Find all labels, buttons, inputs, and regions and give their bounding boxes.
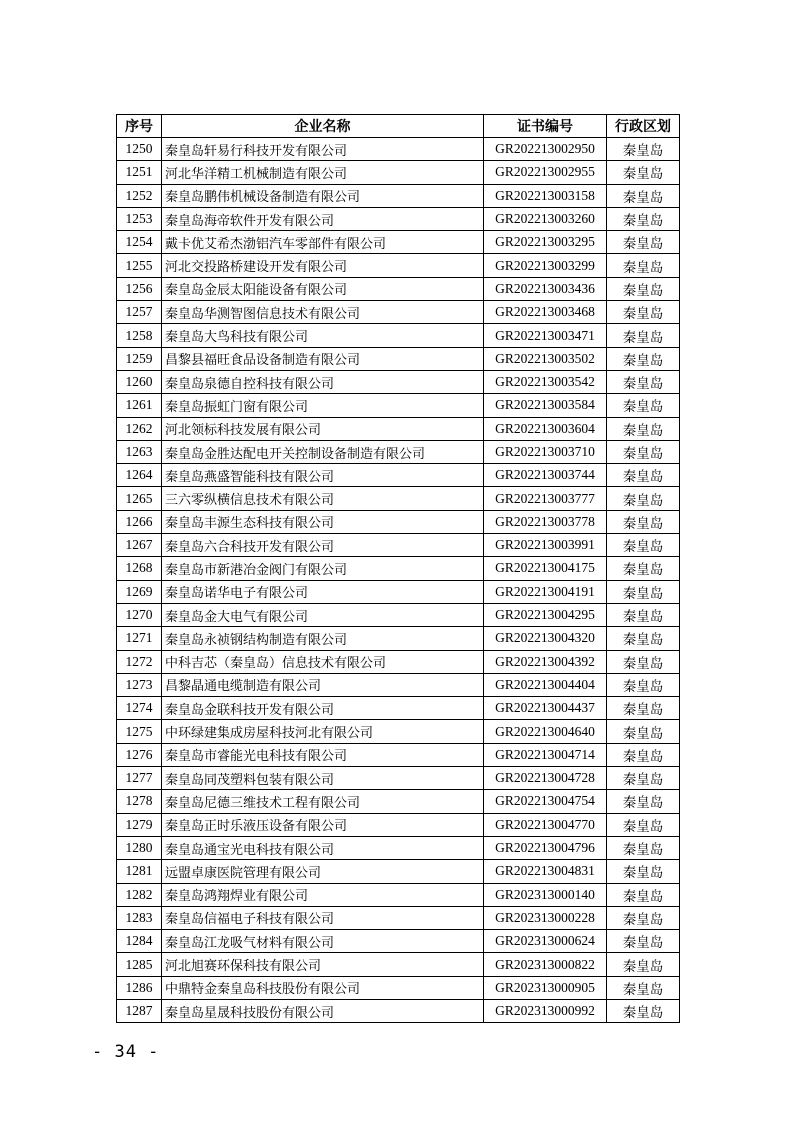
region-cell: 秦皇岛 [607, 906, 680, 929]
table-row [117, 184, 680, 207]
company-name-cell: 秦皇岛燕盛智能科技有限公司 [162, 464, 484, 487]
region-cell: 秦皇岛 [607, 370, 680, 393]
serial-number-cell: 1275 [117, 720, 162, 743]
serial-number-cell: 1263 [117, 440, 162, 463]
table-row [117, 464, 680, 487]
company-name-cell: 秦皇岛鹏伟机械设备制造有限公司 [162, 184, 484, 207]
header-certificate-number: 证书编号 [484, 115, 607, 138]
region-cell: 秦皇岛 [607, 627, 680, 650]
serial-number-cell: 1256 [117, 277, 162, 300]
region-cell: 秦皇岛 [607, 394, 680, 417]
serial-number-cell: 1271 [117, 627, 162, 650]
serial-number-cell: 1283 [117, 906, 162, 929]
serial-number-cell: 1257 [117, 301, 162, 324]
company-name-cell: 中鼎特金秦皇岛科技股份有限公司 [162, 976, 484, 999]
region-cell: 秦皇岛 [607, 440, 680, 463]
table-body [117, 138, 680, 1023]
company-name-cell: 河北旭赛环保科技有限公司 [162, 953, 484, 976]
table-row [117, 790, 680, 813]
region-cell: 秦皇岛 [607, 207, 680, 230]
certificate-number-cell: GR202213004392 [484, 650, 607, 673]
company-name-cell: 远盟卓康医院管理有限公司 [162, 860, 484, 883]
certificate-number-cell: GR202213003260 [484, 207, 607, 230]
table-row [117, 394, 680, 417]
certificate-number-cell: GR202213004714 [484, 743, 607, 766]
table-row [117, 138, 680, 161]
certificate-number-cell: GR202313000624 [484, 930, 607, 953]
certificate-number-cell: GR202313000822 [484, 953, 607, 976]
serial-number-cell: 1254 [117, 231, 162, 254]
certificate-number-cell: GR202213003468 [484, 301, 607, 324]
certificate-number-cell: GR202213004831 [484, 860, 607, 883]
serial-number-cell: 1261 [117, 394, 162, 417]
region-cell: 秦皇岛 [607, 324, 680, 347]
company-name-cell: 秦皇岛星晟科技股份有限公司 [162, 999, 484, 1022]
region-cell: 秦皇岛 [607, 650, 680, 673]
company-name-cell: 河北交投路桥建设开发有限公司 [162, 254, 484, 277]
region-cell: 秦皇岛 [607, 464, 680, 487]
company-name-cell: 三六零纵横信息技术有限公司 [162, 487, 484, 510]
region-cell: 秦皇岛 [607, 743, 680, 766]
table-row [117, 580, 680, 603]
serial-number-cell: 1268 [117, 557, 162, 580]
region-cell: 秦皇岛 [607, 417, 680, 440]
certificate-number-cell: GR202213004796 [484, 836, 607, 859]
company-name-cell: 河北领标科技发展有限公司 [162, 417, 484, 440]
serial-number-cell: 1255 [117, 254, 162, 277]
serial-number-cell: 1274 [117, 697, 162, 720]
company-name-cell: 秦皇岛泉德自控科技有限公司 [162, 370, 484, 393]
serial-number-cell: 1270 [117, 603, 162, 626]
region-cell: 秦皇岛 [607, 720, 680, 743]
region-cell: 秦皇岛 [607, 697, 680, 720]
serial-number-cell: 1272 [117, 650, 162, 673]
certificate-number-cell: GR202213004175 [484, 557, 607, 580]
table-row [117, 254, 680, 277]
company-name-cell: 秦皇岛正时乐液压设备有限公司 [162, 813, 484, 836]
region-cell: 秦皇岛 [607, 790, 680, 813]
table-row [117, 836, 680, 859]
header-serial-number: 序号 [117, 115, 162, 138]
serial-number-cell: 1267 [117, 534, 162, 557]
table-row [117, 906, 680, 929]
page-number: - 34 - [92, 1042, 160, 1062]
table-row [117, 860, 680, 883]
serial-number-cell: 1262 [117, 417, 162, 440]
serial-number-cell: 1264 [117, 464, 162, 487]
table-row [117, 999, 680, 1022]
region-cell: 秦皇岛 [607, 534, 680, 557]
table-row [117, 557, 680, 580]
serial-number-cell: 1280 [117, 836, 162, 859]
company-name-cell: 秦皇岛市睿能光电科技有限公司 [162, 743, 484, 766]
company-name-cell: 秦皇岛金大电气有限公司 [162, 603, 484, 626]
table-row [117, 953, 680, 976]
region-cell: 秦皇岛 [607, 767, 680, 790]
table-row [117, 510, 680, 533]
region-cell: 秦皇岛 [607, 953, 680, 976]
region-cell: 秦皇岛 [607, 883, 680, 906]
certificate-number-cell: GR202213004404 [484, 673, 607, 696]
company-name-cell: 中科吉芯（秦皇岛）信息技术有限公司 [162, 650, 484, 673]
company-name-cell: 秦皇岛金辰太阳能设备有限公司 [162, 277, 484, 300]
company-name-cell: 秦皇岛诺华电子有限公司 [162, 580, 484, 603]
company-name-cell: 秦皇岛金联科技开发有限公司 [162, 697, 484, 720]
region-cell: 秦皇岛 [607, 557, 680, 580]
certificate-number-cell: GR202213003604 [484, 417, 607, 440]
table-row [117, 673, 680, 696]
company-name-cell: 秦皇岛尼德三维技术工程有限公司 [162, 790, 484, 813]
company-name-cell: 秦皇岛丰源生态科技有限公司 [162, 510, 484, 533]
region-cell: 秦皇岛 [607, 999, 680, 1022]
region-cell: 秦皇岛 [607, 487, 680, 510]
certificate-number-cell: GR202213003299 [484, 254, 607, 277]
table-row [117, 627, 680, 650]
serial-number-cell: 1279 [117, 813, 162, 836]
certificate-number-cell: GR202313000992 [484, 999, 607, 1022]
table-row [117, 697, 680, 720]
serial-number-cell: 1282 [117, 883, 162, 906]
table-row [117, 207, 680, 230]
company-name-cell: 秦皇岛轩易行科技开发有限公司 [162, 138, 484, 161]
serial-number-cell: 1285 [117, 953, 162, 976]
table-row [117, 883, 680, 906]
serial-number-cell: 1269 [117, 580, 162, 603]
serial-number-cell: 1273 [117, 673, 162, 696]
certificate-number-cell: GR202213004437 [484, 697, 607, 720]
serial-number-cell: 1278 [117, 790, 162, 813]
region-cell: 秦皇岛 [607, 510, 680, 533]
certificate-number-cell: GR202213004320 [484, 627, 607, 650]
table-row [117, 440, 680, 463]
table-row [117, 930, 680, 953]
region-cell: 秦皇岛 [607, 184, 680, 207]
company-name-cell: 河北华洋精工机械制造有限公司 [162, 161, 484, 184]
certificate-number-cell: GR202213003471 [484, 324, 607, 347]
company-name-cell: 秦皇岛江龙吸气材料有限公司 [162, 930, 484, 953]
certificate-number-cell: GR202213003584 [484, 394, 607, 417]
table-row [117, 720, 680, 743]
region-cell: 秦皇岛 [607, 673, 680, 696]
table-row [117, 417, 680, 440]
region-cell: 秦皇岛 [607, 580, 680, 603]
region-cell: 秦皇岛 [607, 254, 680, 277]
table-row [117, 743, 680, 766]
company-name-cell: 秦皇岛金胜达配电开关控制设备制造有限公司 [162, 440, 484, 463]
certificate-number-cell: GR202213002955 [484, 161, 607, 184]
company-name-cell: 秦皇岛通宝光电科技有限公司 [162, 836, 484, 859]
table-row [117, 813, 680, 836]
header-company-name: 企业名称 [162, 115, 484, 138]
header-administrative-region: 行政区划 [607, 115, 680, 138]
serial-number-cell: 1266 [117, 510, 162, 533]
certificate-number-cell: GR202213003158 [484, 184, 607, 207]
region-cell: 秦皇岛 [607, 836, 680, 859]
serial-number-cell: 1252 [117, 184, 162, 207]
serial-number-cell: 1258 [117, 324, 162, 347]
certificate-number-cell: GR202213003436 [484, 277, 607, 300]
region-cell: 秦皇岛 [607, 138, 680, 161]
company-name-cell: 昌黎晶通电缆制造有限公司 [162, 673, 484, 696]
certificate-number-cell: GR202213003295 [484, 231, 607, 254]
certificate-number-cell: GR202213003778 [484, 510, 607, 533]
table-row [117, 347, 680, 370]
region-cell: 秦皇岛 [607, 301, 680, 324]
enterprise-table [116, 114, 680, 1023]
certificate-number-cell: GR202213004295 [484, 603, 607, 626]
certificate-number-cell: GR202213004640 [484, 720, 607, 743]
region-cell: 秦皇岛 [607, 930, 680, 953]
table-row [117, 370, 680, 393]
certificate-number-cell: GR202213004770 [484, 813, 607, 836]
certificate-number-cell: GR202213003542 [484, 370, 607, 393]
serial-number-cell: 1286 [117, 976, 162, 999]
table-row [117, 534, 680, 557]
table-header [117, 115, 680, 138]
serial-number-cell: 1253 [117, 207, 162, 230]
company-name-cell: 秦皇岛永祯钢结构制造有限公司 [162, 627, 484, 650]
table-row [117, 767, 680, 790]
serial-number-cell: 1287 [117, 999, 162, 1022]
company-name-cell: 秦皇岛鸿翔焊业有限公司 [162, 883, 484, 906]
table-row [117, 487, 680, 510]
region-cell: 秦皇岛 [607, 231, 680, 254]
certificate-number-cell: GR202213004191 [484, 580, 607, 603]
certificate-number-cell: GR202313000905 [484, 976, 607, 999]
serial-number-cell: 1276 [117, 743, 162, 766]
serial-number-cell: 1265 [117, 487, 162, 510]
serial-number-cell: 1284 [117, 930, 162, 953]
company-name-cell: 中环绿建集成房屋科技河北有限公司 [162, 720, 484, 743]
company-name-cell: 秦皇岛市新港冶金阀门有限公司 [162, 557, 484, 580]
serial-number-cell: 1259 [117, 347, 162, 370]
company-name-cell: 昌黎县福旺食品设备制造有限公司 [162, 347, 484, 370]
certificate-number-cell: GR202213004728 [484, 767, 607, 790]
serial-number-cell: 1277 [117, 767, 162, 790]
certificate-number-cell: GR202213003744 [484, 464, 607, 487]
company-name-cell: 秦皇岛同茂塑料包装有限公司 [162, 767, 484, 790]
company-name-cell: 秦皇岛六合科技开发有限公司 [162, 534, 484, 557]
serial-number-cell: 1281 [117, 860, 162, 883]
company-name-cell: 戴卡优艾希杰渤铝汽车零部件有限公司 [162, 231, 484, 254]
region-cell: 秦皇岛 [607, 277, 680, 300]
table-row [117, 301, 680, 324]
serial-number-cell: 1250 [117, 138, 162, 161]
company-name-cell: 秦皇岛振虹门窗有限公司 [162, 394, 484, 417]
region-cell: 秦皇岛 [607, 813, 680, 836]
table-row [117, 277, 680, 300]
certificate-number-cell: GR202213003777 [484, 487, 607, 510]
table-row [117, 603, 680, 626]
table-row [117, 161, 680, 184]
company-name-cell: 秦皇岛信福电子科技有限公司 [162, 906, 484, 929]
certificate-number-cell: GR202213003502 [484, 347, 607, 370]
serial-number-cell: 1251 [117, 161, 162, 184]
certificate-number-cell: GR202213004754 [484, 790, 607, 813]
company-name-cell: 秦皇岛海帝软件开发有限公司 [162, 207, 484, 230]
certificate-number-cell: GR202213002950 [484, 138, 607, 161]
table-row [117, 231, 680, 254]
region-cell: 秦皇岛 [607, 976, 680, 999]
table-row [117, 650, 680, 673]
certificate-number-cell: GR202213003710 [484, 440, 607, 463]
table-row [117, 976, 680, 999]
header-row [117, 115, 680, 138]
serial-number-cell: 1260 [117, 370, 162, 393]
certificate-number-cell: GR202313000228 [484, 906, 607, 929]
region-cell: 秦皇岛 [607, 603, 680, 626]
company-name-cell: 秦皇岛华测智图信息技术有限公司 [162, 301, 484, 324]
certificate-number-cell: GR202313000140 [484, 883, 607, 906]
company-name-cell: 秦皇岛大鸟科技有限公司 [162, 324, 484, 347]
table-row [117, 324, 680, 347]
region-cell: 秦皇岛 [607, 161, 680, 184]
certificate-number-cell: GR202213003991 [484, 534, 607, 557]
region-cell: 秦皇岛 [607, 347, 680, 370]
region-cell: 秦皇岛 [607, 860, 680, 883]
